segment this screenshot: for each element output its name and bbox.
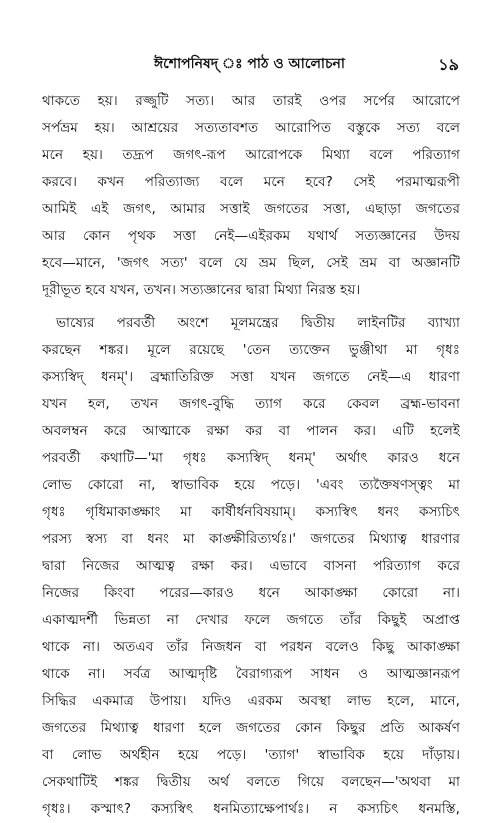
running-header [40, 52, 459, 74]
running-title: ঈশোপনিষদ্ ঃ পাঠ ও আলোচনা [154, 56, 345, 72]
text-line: একাত্মদর্শী ভিন্নতা না দেখার ফলে জগতে তাঁর কিছুই অপ্রাপ্ত [42, 612, 460, 628]
text-line: নিজের কিংবা পরের—কারও ধনে আকাঙ্ক্ষা কোরো না। [42, 585, 460, 601]
body-text [42, 88, 460, 823]
text-line: দূরীভূত হবে যখন, তখন। সত্যজ্ঞানের দ্বারা মিথ্যা নিরস্ত হয়। [42, 282, 361, 298]
text-line: দ্বারা নিজের আত্মত্ব রক্ষা কর। এভাবে বাসনা পরিত্যাগ করে [42, 558, 460, 574]
text-line: যখন হল, তখন জগৎ-বুদ্ধি ত্যাগ করে কেবল ব্রহ্ম-ভাবনা [42, 396, 460, 412]
text-line: পরস্য স্বস্য বা ধনং মা কাঙ্ক্ষীরিত্যর্থঃ।' জগতের মিথ্যাত্ব ধারণার [42, 531, 460, 547]
text-line: থাকে না। অতএব তাঁর নিজধন বা পরধন বলেও কিছু আকাঙ্ক্ষা [42, 639, 460, 655]
text-line: জগতের মিথ্যাত্ব ধারণা হলে জগতের কোন কিছুর প্রতি আকর্ষণ [42, 720, 460, 736]
text-line: আর কোন পৃথক সত্তা নেই—এইরকম যথার্থ সত্যজ্ঞানের উদয় [42, 228, 460, 244]
text-line: পরবর্তী কথাটি—'মা গৃধঃ কস্যস্বিদ্ ধনম্' অর্থাৎ কারও ধনে [42, 450, 460, 466]
text-line: থাকতে হয়। রজ্জুটি সত্য। আর তারই ওপর সর্পের আরোপে [42, 93, 460, 109]
text-line: থাকে না। সর্বত্র আত্মদৃষ্টি বৈরাগ্যরূপ সাধন ও আত্মজ্ঞানরূপ [42, 666, 460, 682]
text-line: আমিই এই জগৎ, আমার সত্তাই জগতের সত্তা, এছাড়া জগতের [42, 201, 460, 217]
text-line: করছেন শঙ্কর। মূলে রয়েছে 'তেন ত্যক্তেন ভুঞ্জীথা মা গৃধঃ [42, 342, 460, 358]
page-number: ১৯ [438, 55, 459, 74]
text-line: সর্পভ্রম হয়। আশ্রয়ের সত্যতাবশত আরোপিত বস্তুকে সত্য বলে [42, 120, 460, 136]
text-line: সিদ্ধির একমাত্র উপায়। যদিও এরকম অবস্থা লাভ হলে, মানে, [42, 693, 460, 709]
text-line: কস্যস্বিদ্ ধনম্'। ব্রহ্মাতিরিক্ত সত্তা যখন জগতে নেই—এ ধারণা [42, 369, 460, 385]
text-line: গৃধঃ। কস্মাৎ? কস্যস্বিৎ ধনমিত্যাক্ষেপার্থঃ। ন কস্যচিৎ ধনমস্তি, [42, 801, 460, 817]
text-line: মনে হয়। তদ্রূপ জগৎ-রূপ আরোপকে মিথ্যা বলে পরিত্যাগ [42, 147, 460, 163]
text-line: সেকথাটিই শঙ্কর দ্বিতীয় অর্থ বলতে গিয়ে বলছেন—'অথবা মা [42, 774, 460, 790]
text-line: বা লোভ অর্থহীন হয়ে পড়ে। 'ত্যাগ' স্বাভাবিক হয়ে দাঁড়ায়। [42, 747, 460, 763]
paragraph-2 [42, 310, 460, 823]
text-line: ভাষ্যের পরবর্তী অংশে মূলমন্ত্রের দ্বিতীয় লাইনটির ব্যাখ্যা [56, 315, 460, 331]
text-line: লোভ কোরো না, স্বাভাবিক হয়ে পড়ে। 'এবং ত্যক্তৈষণস্ত্বং মা [42, 477, 460, 493]
paragraph-1 [42, 88, 460, 304]
text-line: করবে। কখন পরিত্যাজ্য বলে মনে হবে? সেই পরমাত্মরূপী [42, 174, 460, 190]
text-line: অবলম্বন করে আত্মাকে রক্ষা কর বা পালন কর। এটি হলেই [42, 423, 460, 439]
text-line: গৃধঃ গৃধিমাকাঙ্ক্ষাং মা কার্ষীর্ধনবিষয়াম্। কস্যস্বিৎ ধনং কস্যচিৎ [42, 504, 460, 520]
text-line: হবে—মানে, 'জগৎ সত্য' বলে যে ভ্রম ছিল, সেই ভ্রম বা অজ্ঞানটি [42, 255, 460, 271]
